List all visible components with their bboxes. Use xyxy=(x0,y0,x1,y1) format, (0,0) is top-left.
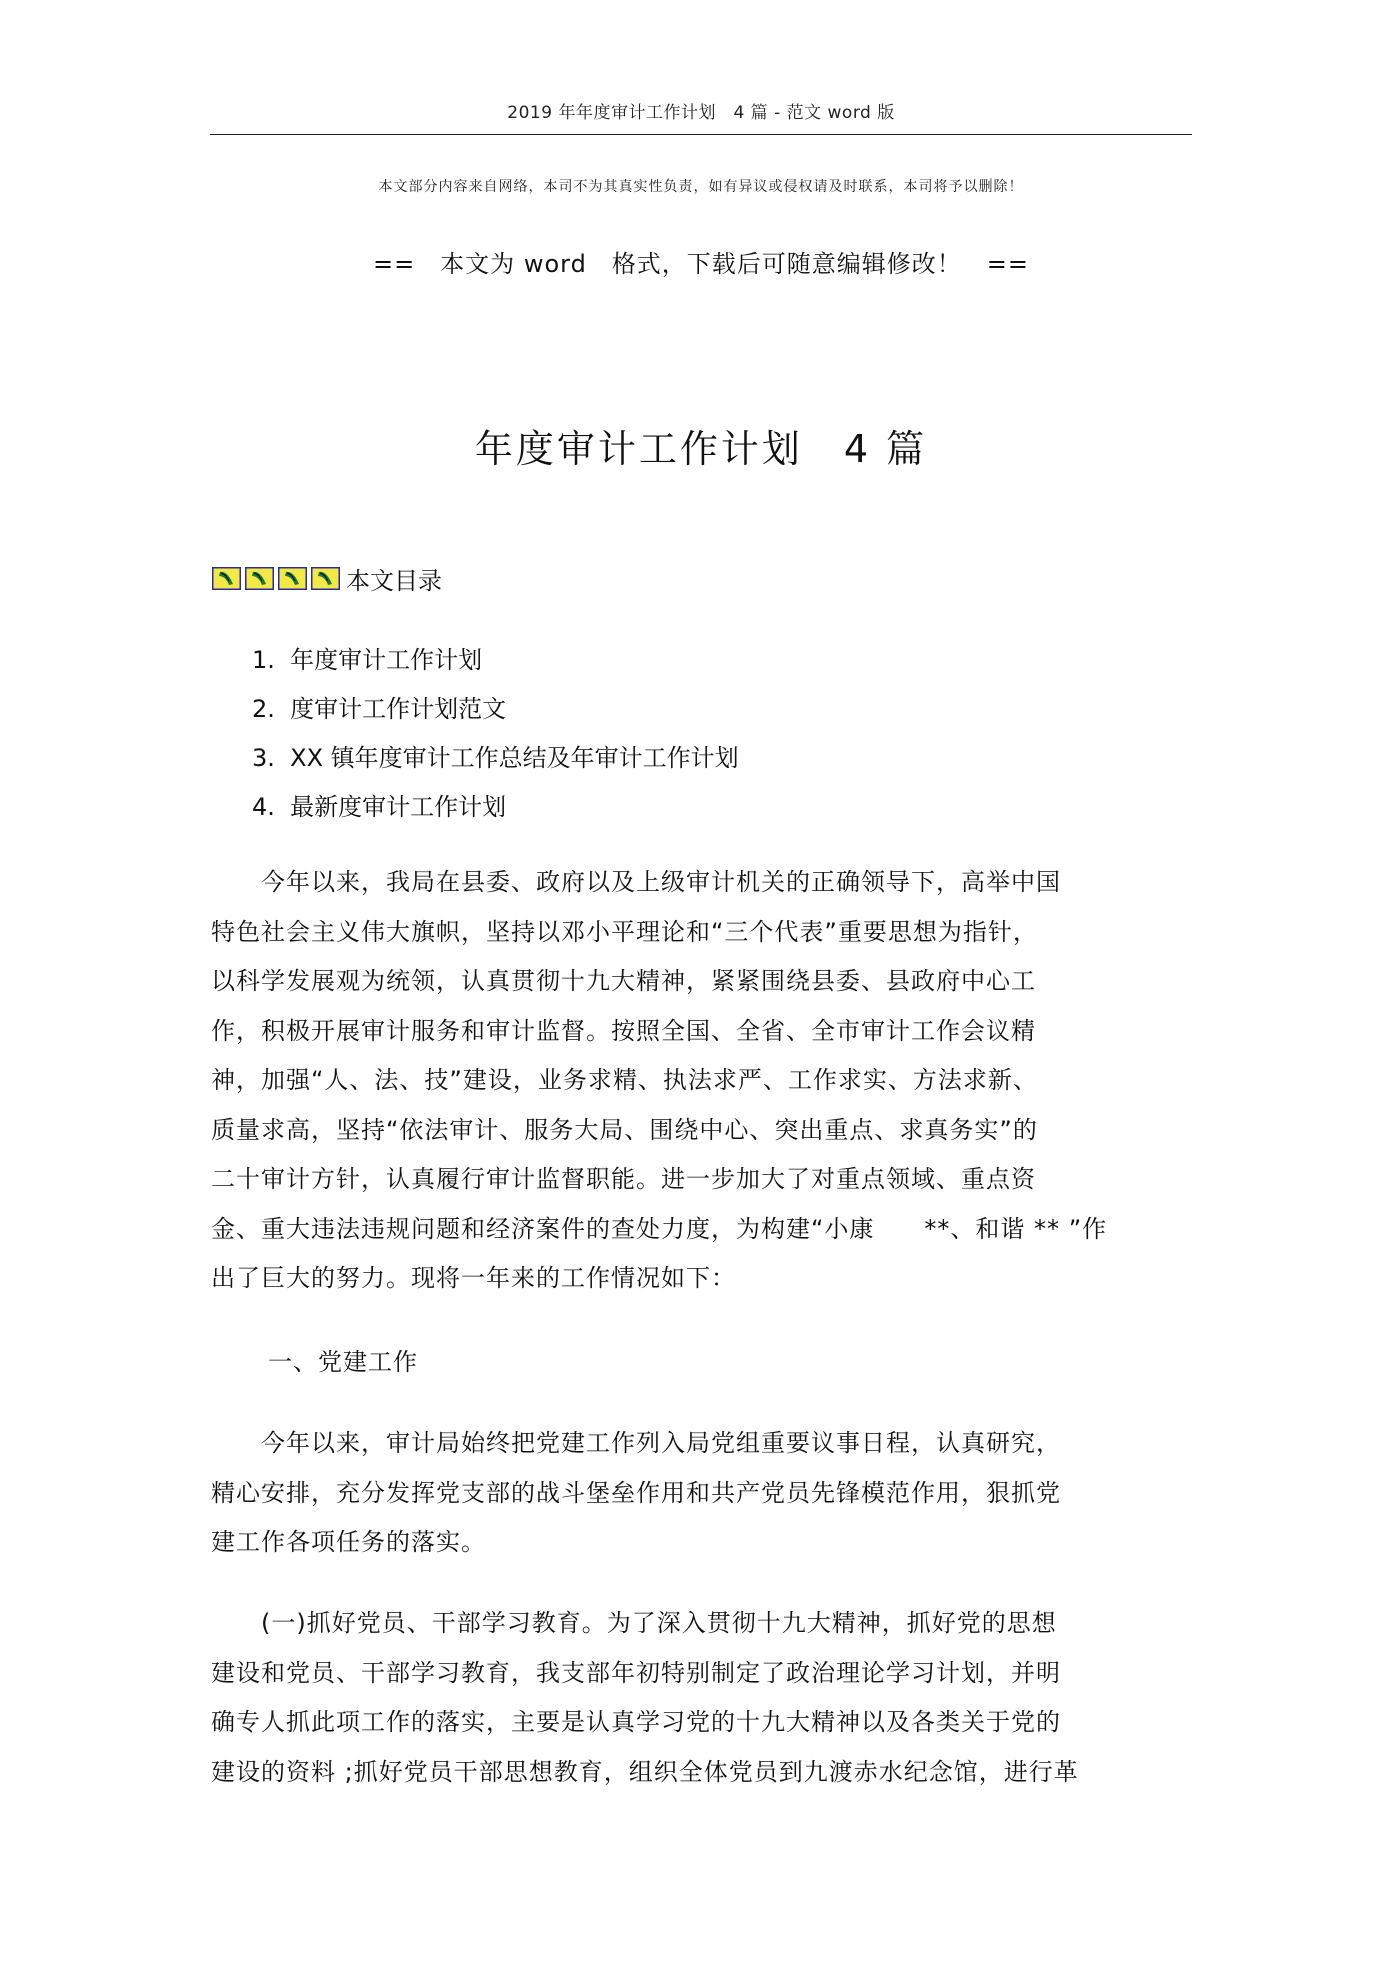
section1-paragraph xyxy=(211,1423,1191,1572)
toc-item[interactable]: 3. XX 镇年度审计工作总结及年审计工作计划 xyxy=(252,744,739,772)
toc-icon-group xyxy=(212,567,344,590)
document-title: 年度审计工作计划 4 篇 xyxy=(474,427,928,471)
toc-heading-label: 本文目录 xyxy=(346,566,442,595)
section-heading: 一、党建工作 xyxy=(268,1348,418,1376)
toc-item[interactable]: 4. 最新度审计工作计划 xyxy=(252,793,507,821)
header-divider xyxy=(210,134,1192,135)
running-header: 2019 年年度审计工作计划 4 篇 - 范文 word 版 xyxy=(507,103,895,123)
pencil-icon xyxy=(311,567,340,590)
paragraph-line: 作，积极开展审计服务和审计监督。按照全国、全省、全市审计工作会议精 xyxy=(211,1016,1036,1045)
paragraph-line: 质量求高，坚持“依法审计、服务大局、围绕中心、突出重点、求真务实”的 xyxy=(211,1115,1038,1144)
paragraph-line: (一)抓好党员、干部学习教育。为了深入贯彻十九大精神，抓好党的思想 xyxy=(211,1609,1057,1637)
pencil-icon xyxy=(278,567,307,590)
paragraph-line: 金、重大违法违规问题和经济案件的查处力度，为构建“小康 **、和谐 ** ”作 xyxy=(211,1214,1108,1243)
word-format-notice: == 本文为 word 格式，下载后可随意编辑修改！ == xyxy=(372,250,1030,278)
paragraph-line: 神，加强“人、法、技”建设，业务求精、执法求严、工作求实、方法求新、 xyxy=(211,1066,1038,1094)
paragraph-line: 今年以来，我局在县委、政府以及上级审计机关的正确领导下，高举中国 xyxy=(211,868,1061,896)
section1-1-paragraph xyxy=(211,1603,1191,1801)
pencil-icon xyxy=(245,567,274,590)
paragraph-line: 特色社会主义伟大旗帜，坚持以邓小平理论和“三个代表”重要思想为指针， xyxy=(211,917,1038,946)
paragraph-line: 建设和党员、干部学习教育，我支部年初特别制定了政治理论学习计划，并明 xyxy=(211,1658,1061,1687)
paragraph-line: 今年以来，审计局始终把党建工作列入局党组重要议事日程，认真研究， xyxy=(211,1429,1061,1457)
paragraph-line: 精心安排，充分发挥党支部的战斗堡垒作用和共产党员先锋模范作用，狠抓党 xyxy=(211,1478,1061,1507)
paragraph-line: 出了巨大的努力。现将一年来的工作情况如下： xyxy=(211,1264,736,1292)
pencil-icon xyxy=(212,567,241,590)
toc-item[interactable]: 2. 度审计工作计划范文 xyxy=(252,695,507,723)
toc-list xyxy=(252,640,739,836)
paragraph-line: 二十审计方针，认真履行审计监督职能。进一步加大了对重点领域、重点资 xyxy=(211,1165,1036,1193)
paragraph-line: 建设的资料 ;抓好党员干部思想教育，组织全体党员到九渡赤水纪念馆，进行革 xyxy=(211,1757,1079,1786)
paragraph-line: 以科学发展观为统领，认真贯彻十九大精神，紧紧围绕县委、县政府中心工 xyxy=(211,967,1036,995)
toc-item[interactable]: 1. 年度审计工作计划 xyxy=(252,646,483,674)
paragraph-line: 确专人抓此项工作的落实，主要是认真学习党的十九大精神以及各类关于党的 xyxy=(211,1708,1061,1736)
intro-paragraph xyxy=(211,862,1191,1308)
toc-heading xyxy=(212,562,442,594)
disclaimer-text: 本文部分内容来自网络，本司不为其真实性负责，如有异议或侵权请及时联系，本司将予以删除！ xyxy=(378,179,1024,195)
paragraph-line: 建工作各项任务的落实。 xyxy=(211,1528,486,1556)
